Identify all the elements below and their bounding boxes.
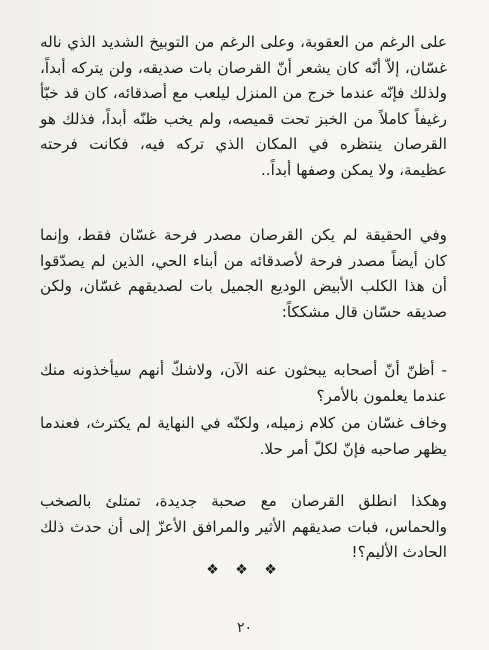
page-number: ٢٠ (236, 620, 253, 636)
section-ornament: ❖ ❖ ❖ (206, 562, 283, 578)
paragraph-1: على الرغم من العقوبة، وعلى الرغم من التوبيخ الشديد الذي ناله غسّان، إلاّ أنّه كان يشعر أنّ القرصان بات صديقه، ولن يتركه أبداً، ولذلك فإنّه عندما خرج من المنزل ليلعب مع أصدقائه، كان قد خبّأ رغيفاً كاملاً من الخبز تحت قميصه، ولم يخب ظنّه أبداً، فذلك هو القرصان ينتظره في المكان الذي تركه فيه، فكانت فرحته عظيمة، ولا يمكن وصفها أبداً.. (40, 33, 447, 179)
paragraph-2: وفي الحقيقة لم يكن القرصان مصدر فرحة غسّان فقط، وإنما كان أيضاً مصدر فرحة لأصدقائه من أبناء الحي، الذين لم يصدّقوا أن هذا الكلب الأبيض الوديع الجميل بات لصديقهم غسّان، ولكن صديقه حسّان قال مشككاً: (40, 226, 447, 321)
paragraph-3-dialogue: - أظنّ أنّ أصحابه يبحثون عنه الآن، ولاشكّ أنهم سيأخذونه منك عندما يعلمون بالأمر؟ (40, 361, 447, 405)
paragraph-5: وهكذا انطلق القرصان مع صحبة جديدة، تمتلئ بالصخب والحماس، فبات صديقهم الأثير والمرافق الأعزّ إلى أن حدث ذلك الحادث الأليم؟! (40, 492, 447, 561)
paragraph-4: وخاف غسّان من كلام زميله، ولكنّه في النهاية لم يكترث، فعندما يظهر صاحبه فإنّ لكلّ أمر حلا. (40, 414, 447, 458)
